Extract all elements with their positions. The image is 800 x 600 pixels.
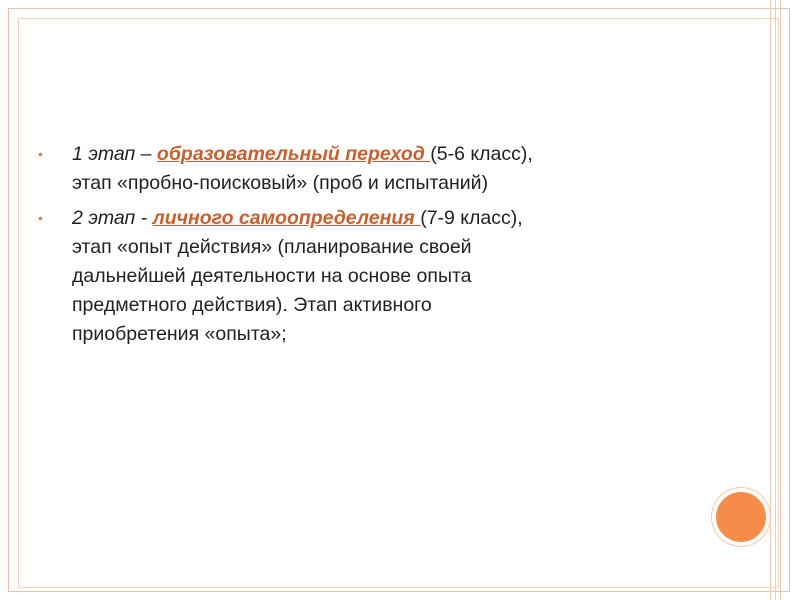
stage-2-first-line bbox=[72, 204, 678, 233]
bullet-item-stage-2 bbox=[38, 204, 678, 349]
stage-1-description-line: этап «пробно-поисковый» (проб и испытаний) bbox=[72, 172, 489, 194]
stage-1-first-line bbox=[72, 140, 678, 169]
decorative-stripe bbox=[780, 0, 781, 600]
decorative-stripe bbox=[770, 0, 771, 600]
decorative-circle bbox=[716, 492, 766, 542]
stage-2-description-line: приобретения «опыта»; bbox=[72, 323, 287, 345]
stage-1-link[interactable]: образовательный переход bbox=[156, 143, 431, 165]
slide-content bbox=[38, 140, 678, 355]
stage-2-description-line: дальнейшей деятельности на основе опыта bbox=[72, 265, 472, 287]
stage-1-label: 1 этап – bbox=[72, 143, 157, 165]
stage-2-label: 2 этап - bbox=[72, 207, 153, 229]
stage-2-description-line: этап «опыт действия» (планирование своей bbox=[72, 236, 472, 258]
stage-2-description-line: предметного действия). Этап активного bbox=[72, 294, 432, 316]
stage-1-grade: (5-6 класс), bbox=[430, 143, 533, 165]
stage-2-grade: (7-9 класс), bbox=[420, 207, 523, 229]
bullet-item-stage-1 bbox=[38, 140, 678, 198]
bullet-icon: • bbox=[38, 210, 43, 226]
stage-2-link[interactable]: личного самоопределения bbox=[152, 207, 421, 229]
bullet-icon: • bbox=[38, 146, 43, 162]
decorative-stripe bbox=[775, 0, 776, 600]
